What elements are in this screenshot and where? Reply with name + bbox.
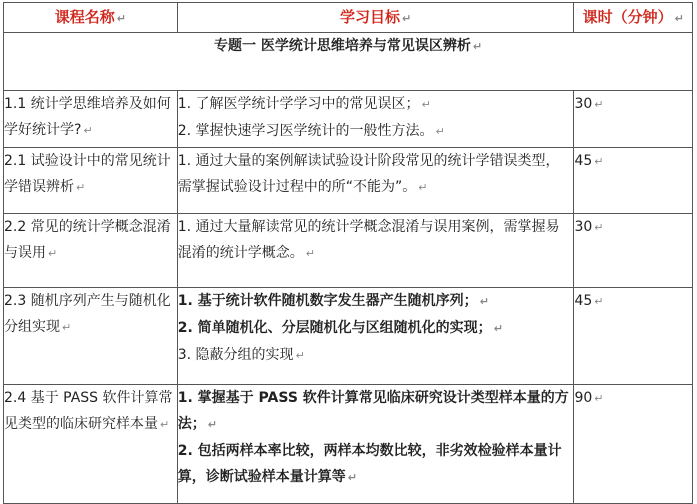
table-row xyxy=(4,385,693,504)
objectives-cell xyxy=(177,288,574,385)
objective-item: 2. 包括两样本率比较，两样本均数比较，非劣效检验样本量计算，诊断试验样本量计算等 ↵ xyxy=(177,443,562,485)
minutes-value: 30 xyxy=(574,219,593,235)
course-name: 2.4 基于 PASS 软件计算常见类型的临床研究样本量 xyxy=(4,390,173,432)
table-row xyxy=(4,288,693,385)
minutes-value: 30 xyxy=(574,96,593,112)
section-row xyxy=(4,33,693,91)
table-row xyxy=(4,91,693,148)
header-course-name: 课程名称 ↵ xyxy=(4,3,178,33)
objective-item: 2. 掌握快速学习医学统计的一般性方法。 ↵ xyxy=(177,123,445,139)
course-name-cell: 2.2 常见的统计学概念混淆与误用 ↵ xyxy=(4,214,178,288)
course-name-cell: 2.3 随机序列产生与随机化分组实现 ↵ xyxy=(4,288,178,385)
objective-item: 3. 隐蔽分组的实现 ↵ xyxy=(177,347,305,363)
objectives-cell xyxy=(177,385,574,504)
table-row xyxy=(4,148,693,214)
header-hours: 课时（分钟） ↵ xyxy=(574,3,693,33)
objectives-cell xyxy=(177,148,574,214)
course-name: 2.2 常见的统计学概念混淆与误用 xyxy=(4,219,171,261)
course-name: 2.3 随机序列产生与随机化分组实现 xyxy=(4,293,171,335)
minutes-cell: 90 ↵ xyxy=(574,385,693,504)
minutes-value: 45 xyxy=(574,153,593,169)
objective-item: 1. 掌握基于 PASS 软件计算常见临床研究设计类型样本量的方法； ↵ xyxy=(177,390,569,432)
table-row xyxy=(4,214,693,288)
course-name-cell: 2.1 试验设计中的常见统计学错误辨析 ↵ xyxy=(4,148,178,214)
minutes-cell: 45 ↵ xyxy=(574,288,693,385)
minutes-cell: 30 ↵ xyxy=(574,91,693,148)
objective-item: 1. 基于统计软件随机数字发生器产生随机序列； ↵ xyxy=(177,293,489,309)
minutes-cell: 45 ↵ xyxy=(574,148,693,214)
minutes-value: 90 xyxy=(574,390,593,406)
section-title: 专题一 医学统计思维培养与常见误区辨析 ↵ xyxy=(4,33,693,91)
objective-item: 1. 通过大量的案例解读试验设计阶段常见的统计学错误类型，需掌握试验设计过程中的所“不能为”。 ↵ xyxy=(177,153,560,195)
course-name: 1.1 统计学思维培养及如何学好统计学? xyxy=(4,96,171,138)
minutes-cell: 30 ↵ xyxy=(574,214,693,288)
course-name: 2.1 试验设计中的常见统计学错误辨析 xyxy=(4,153,171,195)
course-name-cell: 1.1 统计学思维培养及如何学好统计学? ↵ xyxy=(4,91,178,148)
minutes-value: 45 xyxy=(574,293,593,309)
header-objectives: 学习目标 ↵ xyxy=(177,3,574,33)
header-row xyxy=(4,3,693,33)
objective-item: 1. 了解医学统计学学习中的常见误区； ↵ xyxy=(177,96,431,112)
objective-item: 1. 通过大量解读常见的统计学概念混淆与误用案例，需掌握易混淆的统计学概念。 ↵ xyxy=(177,219,560,261)
course-name-cell: 2.4 基于 PASS 软件计算常见类型的临床研究样本量 ↵ xyxy=(4,385,178,504)
objectives-cell xyxy=(177,91,574,148)
objectives-cell xyxy=(177,214,574,288)
objective-item: 2. 简单随机化、分层随机化与区组随机化的实现； ↵ xyxy=(177,320,503,336)
course-table xyxy=(3,2,693,504)
